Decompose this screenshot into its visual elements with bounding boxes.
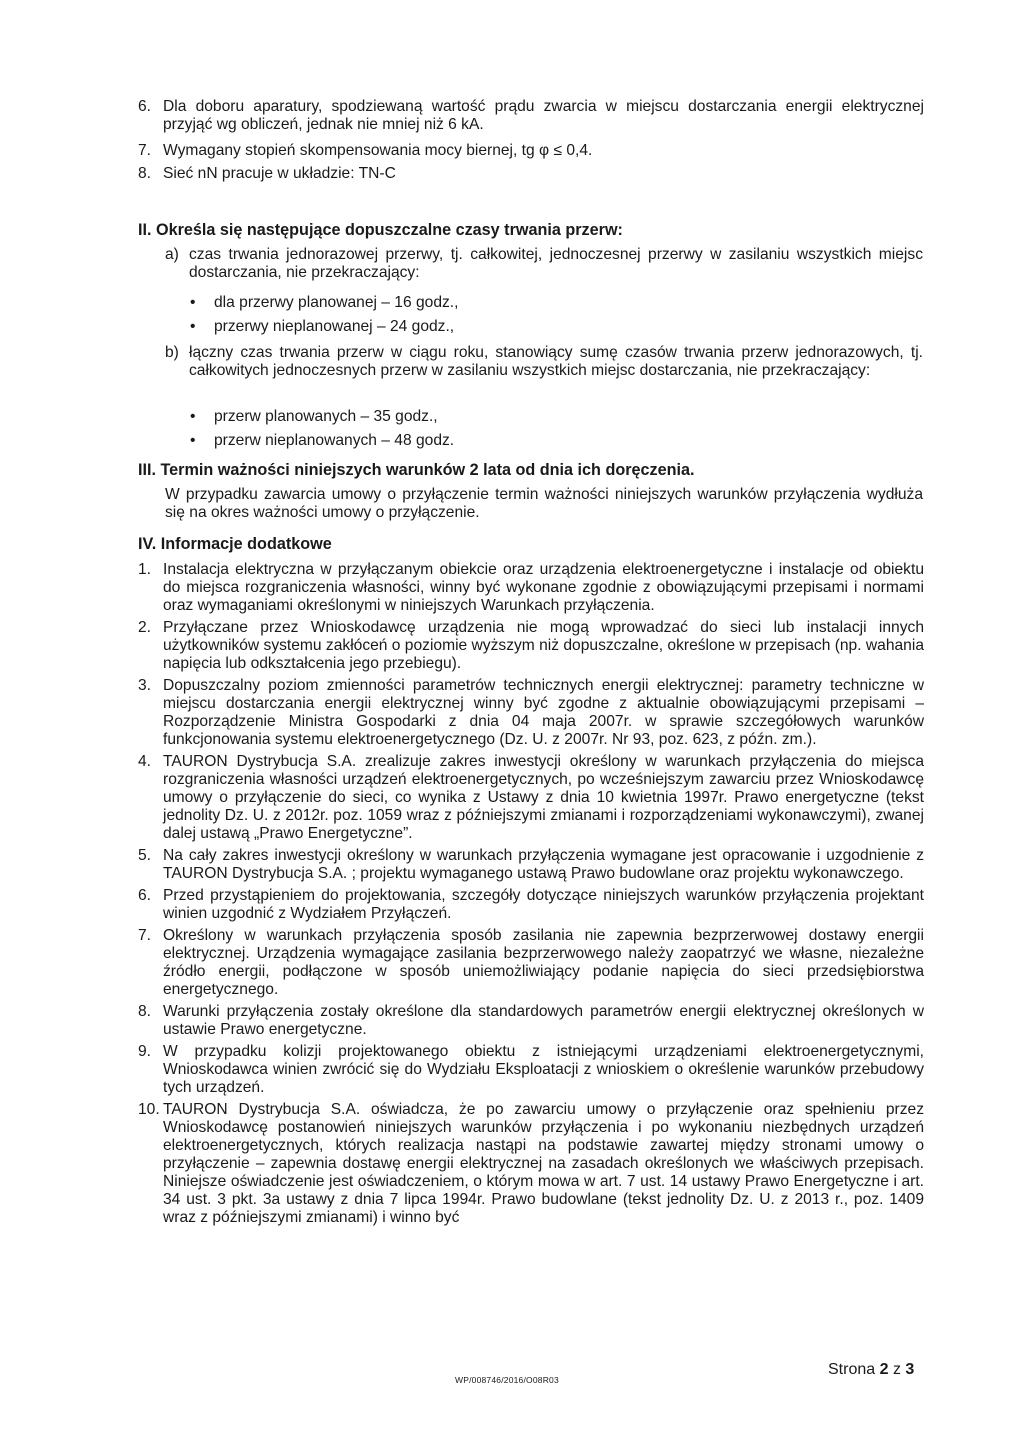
item-number: 9. xyxy=(138,1043,152,1060)
item-number: 7. xyxy=(138,927,152,944)
list-item xyxy=(138,165,924,183)
bullet-dot: • xyxy=(190,294,196,311)
page-separator: z xyxy=(892,1361,901,1378)
document-code: WP/008746/2016/O08R03 xyxy=(455,1375,559,1385)
bullet-text: przerw planowanych – 35 godz., xyxy=(214,408,438,425)
list-item xyxy=(138,142,924,160)
bullet-text: dla przerwy planowanej – 16 godz., xyxy=(214,294,459,311)
page-number xyxy=(828,1361,914,1379)
page-current: 2 xyxy=(879,1361,889,1378)
section-paragraph: W przypadku zawarcia umowy o przyłączenie termin ważności niniejszych warunków przyłączenia wydłuża się na okres ważności umowy o przyłączenie. xyxy=(165,486,923,521)
bullet-item xyxy=(190,408,438,426)
sub-text: czas trwania jednorazowej przerwy, tj. całkowitej, jednoczesnej przerwy w zasilaniu wszystkich miejsc dostarczania, nie przekraczający: xyxy=(189,246,923,281)
section-heading: IV. Informacje dodatkowe xyxy=(138,535,332,553)
sub-item-b xyxy=(165,344,923,380)
list-item xyxy=(138,887,924,923)
item-number: 6. xyxy=(138,98,152,115)
bullet-item xyxy=(190,318,454,336)
item-text: Warunki przyłączenia zostały określone dla standardowych parametrów energii elektrycznej określonych w ustawie Prawo energetyczne. xyxy=(163,1003,924,1038)
item-number: 8. xyxy=(138,1003,152,1020)
item-text: Określony w warunkach przyłączenia sposób zasilania nie zapewnia bezprzerwowej dostawy energii elektrycznej. Urządzenia wymagające zasilania bezprzerwowego należy zaopatrzyć we własne, niezależne źródło energii, podłączone w sposób uniemożliwiający podanie napięcia do sieci przedsiębiorstwa energetycznego. xyxy=(163,927,924,998)
bullet-dot: • xyxy=(190,318,196,335)
info-list xyxy=(138,561,924,1231)
item-number: 6. xyxy=(138,887,152,904)
item-number: 4. xyxy=(138,753,152,770)
item-text: Przyłączane przez Wnioskodawcę urządzenia nie mogą wprowadzać do sieci lub instalacji innych użytkowników systemu zakłóceń o poziomie wyższym niż dopuszczalne, określone w przepisach (np. wahania napięcia lub odkształcenia jego przebiegu). xyxy=(163,619,924,672)
item-text: Przed przystąpieniem do projektowania, szczegóły dotyczące niniejszych warunków przyłączenia projektant winien uzgodnić z Wydziałem Przyłączeń. xyxy=(163,887,924,922)
list-item xyxy=(138,677,924,749)
bullet-item xyxy=(190,294,458,312)
bullet-text: przerw nieplanowanych – 48 godz. xyxy=(214,432,455,449)
item-number: 10. xyxy=(138,1101,160,1118)
bullet-item xyxy=(190,432,454,450)
bullet-dot: • xyxy=(190,408,196,425)
item-number: 7. xyxy=(138,142,152,159)
item-text: Na cały zakres inwestycji określony w warunkach przyłączenia wymagane jest opracowanie i uzgodnienie z TAURON Dystrybucja S.A. ; projektu wymaganego ustawą Prawo budowlane oraz projektu wykonawczego. xyxy=(163,847,924,882)
item-text: Instalacja elektryczna w przyłączanym obiekcie oraz urządzenia elektroenergetyczne i instalacje od obiektu do miejsca rozgraniczenia własności, winny być wykonane zgodnie z obowiązującymi przepisami i normami oraz wymaganiami określonymi w niniejszych Warunkach przyłączenia. xyxy=(163,561,924,614)
list-item xyxy=(138,847,924,883)
sub-item-a xyxy=(165,246,923,282)
item-text: Wymagany stopień skompensowania mocy biernej, tg φ ≤ 0,4. xyxy=(163,142,593,159)
page-total: 3 xyxy=(905,1361,915,1378)
item-number: 3. xyxy=(138,677,152,694)
item-number: 8. xyxy=(138,165,152,182)
item-text: TAURON Dystrybucja S.A. zrealizuje zakres inwestycji określony w warunkach przyłączenia do miejsca rozgraniczenia własności urządzeń elektroenergetycznych, po wcześniejszym zawarciu przez Wnioskodawcę umowy o przyłączenie do sieci, co wynika z Ustawy z dnia 10 kwietnia 1997r. Prawo energetyczne (tekst jednolity Dz. U. z 2012r. poz. 1059 wraz z późniejszymi zmianami i rozporządzeniami wykonawczymi), zwanej dalej ustawą „Prawo Energetyczne”. xyxy=(163,753,924,842)
item-text: W przypadku kolizji projektowanego obiektu z istniejącymi urządzeniami elektroenergetycznymi, Wnioskodawca winien zwrócić się do Wydziału Eksploatacji z wnioskiem o określenie warunków przebudowy tych urządzeń. xyxy=(163,1043,924,1096)
item-number: 1. xyxy=(138,561,152,578)
sub-label: a) xyxy=(165,246,179,263)
list-item xyxy=(138,753,924,843)
item-text: Sieć nN pracuje w układzie: TN-C xyxy=(163,165,396,182)
bullet-dot: • xyxy=(190,432,196,449)
list-item xyxy=(138,98,924,134)
list-item xyxy=(138,1101,924,1227)
section-heading: II. Określa się następujące dopuszczalne czasy trwania przerw: xyxy=(138,221,623,239)
list-item xyxy=(138,1003,924,1039)
section-heading: III. Termin ważności niniejszych warunków 2 lata od dnia ich doręczenia. xyxy=(138,461,695,479)
sub-text: łączny czas trwania przerw w ciągu roku, stanowiący sumę czasów trwania przerw jednorazowych, tj. całkowitych jednoczesnych przerw w zasilaniu wszystkich miejsc dostarczania, nie przekraczający: xyxy=(189,344,923,379)
sub-label: b) xyxy=(165,344,179,361)
list-item xyxy=(138,1043,924,1097)
item-text: TAURON Dystrybucja S.A. oświadcza, że po zawarciu umowy o przyłączenie oraz spełnieniu przez Wnioskodawcę postanowień niniejszych warunków przyłączenia i po wykonaniu niezbędnych urządzeń elektroenergetycznych, których realizacja nastąpi na podstawie zawartej między stronami umowy o przyłączenie – zapewnia dostawę energii elektrycznej na zasadach określonych we właściwych przepisach. Niniejsze oświadczenie jest oświadczeniem, o którym mowa w art. 7 ust. 14 ustawy Prawo Energetyczne i art. 34 ust. 3 pkt. 3a ustawy z dnia 7 lipca 1994r. Prawo budowlane (tekst jednolity Dz. U. z 2013 r., poz. 1409 wraz z późniejszymi zmianami) i winno być xyxy=(163,1101,924,1226)
item-text: Dopuszczalny poziom zmienności parametrów technicznych energii elektrycznej: parametry techniczne w miejscu dostarczania energii elektrycznej winny być zgodne z aktualnie obowiązującymi przepisami – Rozporządzenie Ministra Gospodarki z dnia 04 maja 2007r. w sprawie szczegółowych warunków funkcjonowania systemu elektroenergetycznego (Dz. U. z 2007r. Nr 93, poz. 623, z późn. zm.). xyxy=(163,677,924,748)
bullet-text: przerwy nieplanowanej – 24 godz., xyxy=(214,318,455,335)
page-prefix: Strona xyxy=(828,1361,876,1378)
item-number: 5. xyxy=(138,847,152,864)
list-item xyxy=(138,927,924,999)
list-item xyxy=(138,619,924,673)
list-item xyxy=(138,561,924,615)
item-number: 2. xyxy=(138,619,152,636)
item-text: Dla doboru aparatury, spodziewaną wartość prądu zwarcia w miejscu dostarczania energii elektrycznej przyjąć wg obliczeń, jednak nie mniej niż 6 kA. xyxy=(163,98,924,133)
